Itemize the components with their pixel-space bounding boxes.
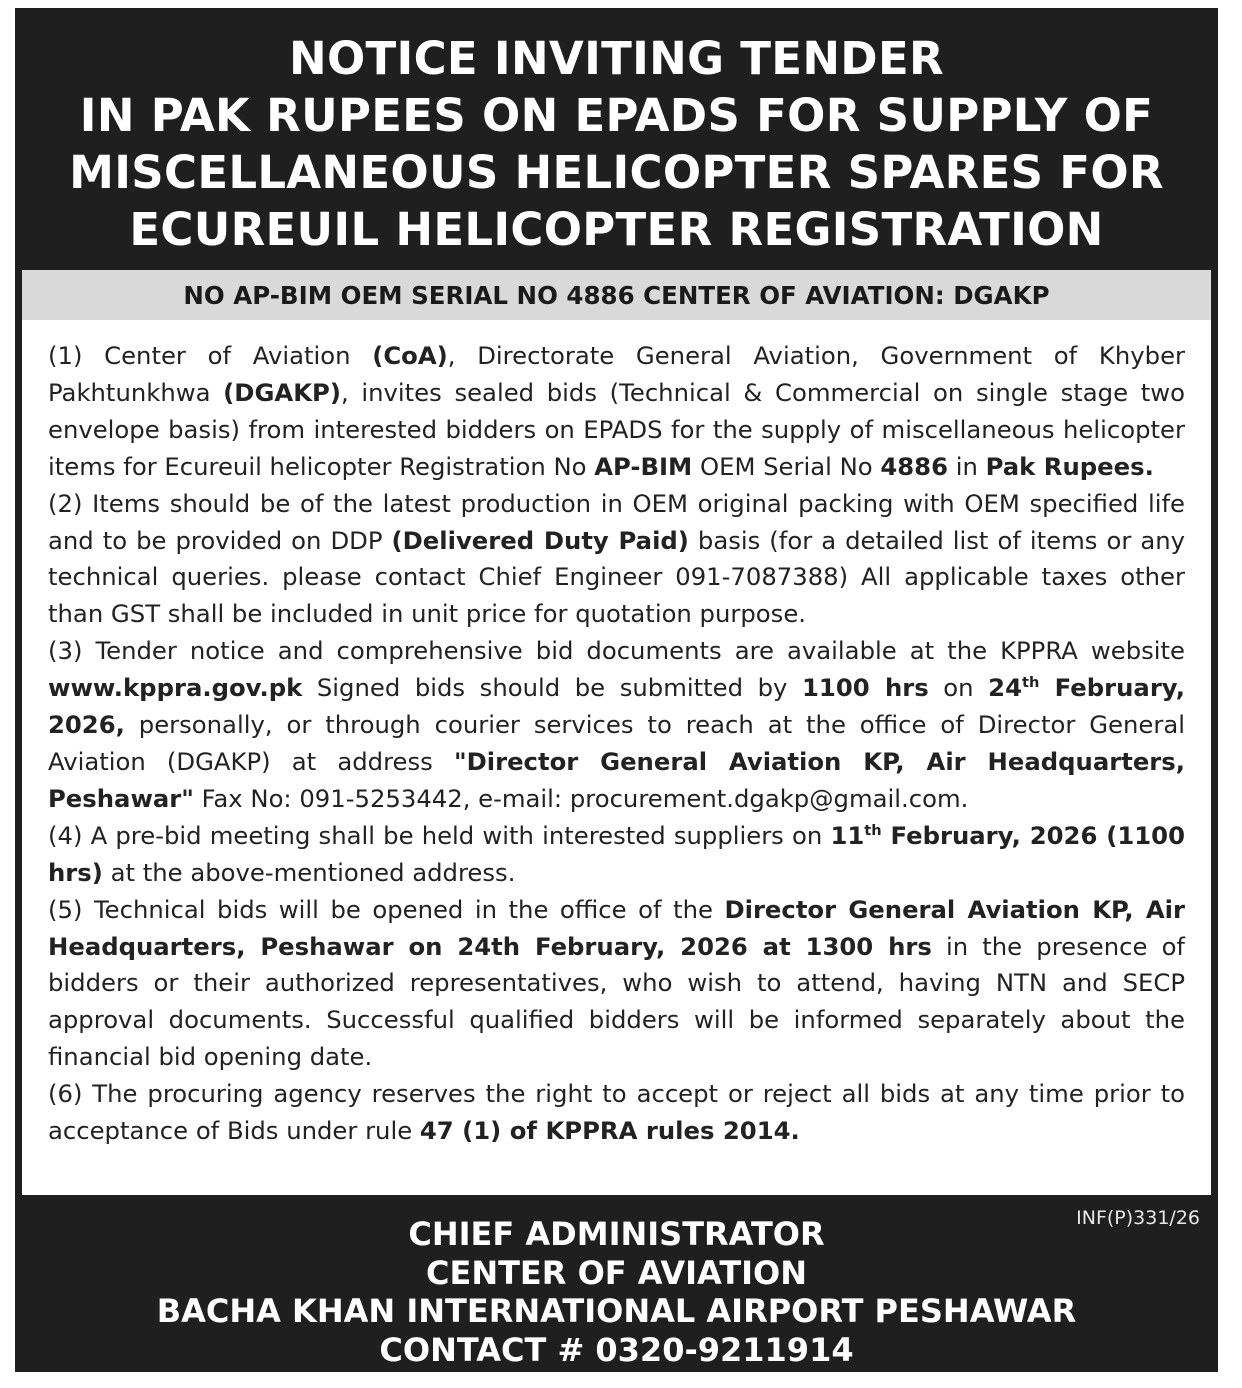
title-line: IN PAK RUPEES ON EPADS FOR SUPPLY OF (79, 89, 1154, 142)
contact-number: CONTACT # 0320-9211914 (379, 1330, 854, 1369)
paragraph-text: Signed bids should be submitted by (302, 673, 803, 703)
paragraph-text: Fax No: 091-5253442, e-mail: procurement.dgakp@gmail.com. (193, 783, 969, 813)
reference-number: INF(P)331/26 (1076, 1207, 1200, 1229)
signature-line: CHIEF ADMINISTRATOR (408, 1215, 825, 1253)
bold-text: (Delivered Duty Paid) (391, 525, 689, 555)
title-line: MISCELLANEOUS HELICOPTER SPARES FOR (69, 146, 1164, 199)
notice-paragraph (48, 633, 1185, 818)
paragraph-text: (4) A pre-bid meeting shall be held with interested suppliers on (48, 820, 831, 850)
paragraph-text: (3) Tender notice and comprehensive bid documents are available at the KPPRA website (48, 636, 1185, 666)
paragraph-text: (6) The procuring agency reserves the right to accept or reject all bids at any time prior to acceptance of Bids under rule (48, 1079, 1185, 1146)
notice-subtitle: NO AP-BIM OEM SERIAL NO 4886 CENTER OF AVIATION: DGAKP (22, 270, 1211, 320)
notice-paragraph (48, 1076, 1185, 1150)
bold-text: (DGAKP) (223, 377, 341, 407)
notice-footer (15, 1195, 1218, 1372)
bold-text: February, 2026, (48, 673, 1185, 740)
bold-text: "Director General Aviation KP, Air Headquarters, Peshawar" (48, 746, 1185, 813)
title-line: ECUREUIL HELICOPTER REGISTRATION (129, 203, 1104, 256)
bold-text: th (1021, 674, 1040, 692)
paragraph-text: on (928, 673, 989, 703)
notice-paragraph (48, 818, 1185, 892)
paragraph-text: (1) Center of Aviation (48, 341, 373, 370)
paragraph-text: basis (for a detailed list of items or any technical queries. please contact Chief Engineer 091-7087388) All applicable taxes other than GST shall be included in unit price for quotation purpose. (48, 525, 1185, 629)
bold-text: 11 (830, 820, 865, 850)
notice-paragraph (48, 892, 1185, 1077)
notice-body (22, 320, 1211, 1195)
bold-text: 24 (988, 673, 1022, 703)
paragraph-text: , invites sealed bids (Technical & Commercial on single stage two envelope basis) from interested bidders on EPADS for the supply of miscellaneous helicopter items for Ecureuil helicopter Registration No (48, 377, 1186, 481)
title-line: NOTICE INVITING TENDER (289, 32, 944, 85)
notice-title (15, 8, 1218, 266)
signature-line: CENTER OF AVIATION (425, 1253, 808, 1292)
bold-text: 1100 hrs (802, 673, 929, 703)
bold-text: Director General Aviation KP, Air Headquarters, Peshawar on 24th February, 2026 at 1300 hrs (48, 894, 1185, 961)
paragraph-text: (5) Technical bids will be opened in the office of the (48, 894, 725, 924)
tender-notice (15, 8, 1218, 1372)
bold-text: (CoA) (372, 341, 448, 370)
notice-paragraph (48, 338, 1185, 486)
bold-text: 47 (1) of KPPRA rules 2014. (419, 1116, 800, 1146)
paragraph-text: in (948, 451, 986, 481)
paragraph-text: OEM Serial No (692, 451, 881, 481)
paragraph-text: , Directorate General Aviation, Government of Khyber Pakhtunkhwa (48, 341, 1186, 407)
bold-text: AP-BIM (594, 451, 693, 481)
paragraph-text: in the presence of bidders or their authorized representatives, who wish to attend, having NTN and SECP approval documents. Successful qualified bidders will be informed separately about the financial bid opening date. (48, 931, 1185, 1072)
bold-text: www.kppra.gov.pk (48, 673, 303, 703)
notice-paragraph (48, 486, 1185, 634)
signature-line: BACHA KHAN INTERNATIONAL AIRPORT PESHAWAR (156, 1292, 1077, 1330)
bold-text: Pak Rupees. (985, 451, 1154, 481)
paragraph-text: (2) Items should be of the latest production in OEM original packing with OEM specified life and to be provided on DDP (48, 488, 1185, 555)
paragraph-text: at the above-mentioned address. (102, 857, 516, 887)
signature-block (15, 1215, 1218, 1369)
bold-text: February, 2026 (1100 hrs) (48, 820, 1185, 887)
paragraph-text: personally, or through courier services to reach at the office of Director General Aviation (DGAKP) at address (48, 710, 1185, 776)
bold-text: th (864, 821, 882, 839)
bold-text: 4886 (880, 451, 948, 481)
